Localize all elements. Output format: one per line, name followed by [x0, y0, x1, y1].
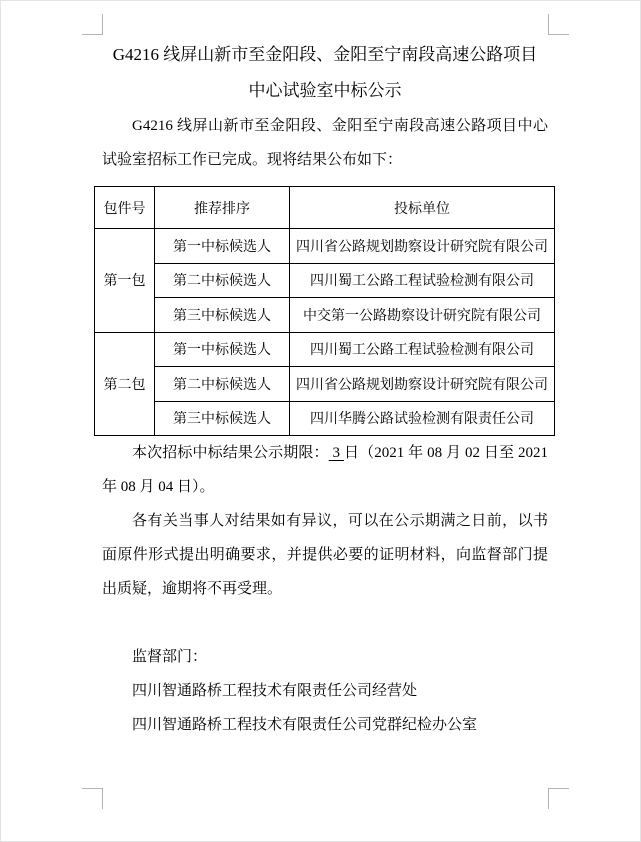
period-suffix: 日（2021 年 08 月 02 日至 2021 年 08 月 04 日）。	[102, 445, 548, 495]
title-line-2: 中心试验室中标公示	[248, 81, 402, 100]
table-row	[95, 332, 555, 367]
column-header-package: 包件号	[95, 187, 155, 229]
supervision-section	[102, 640, 548, 742]
table-row	[95, 367, 555, 402]
company-cell: 中交第一公路勘察设计研究院有限公司	[290, 298, 555, 333]
rank-cell: 第一中标候选人	[155, 332, 290, 367]
company-cell: 四川华腾公路试验检测有限责任公司	[290, 401, 555, 436]
document-content	[102, 34, 548, 742]
publicity-period-paragraph	[102, 436, 548, 504]
margin-mark-top-right	[548, 14, 569, 35]
company-cell: 四川蜀工公路工程试验检测有限公司	[290, 332, 555, 367]
margin-mark-bottom-left	[82, 788, 103, 809]
company-cell: 四川蜀工公路工程试验检测有限公司	[290, 263, 555, 298]
table-row	[95, 263, 555, 298]
table-row	[95, 229, 555, 264]
objection-paragraph: 各有关当事人对结果如有异议，可以在公示期满之日前，以书面原件形式提出明确要求，并提供必要的证明材料，向监督部门提出质疑，逾期将不再受理。	[102, 513, 548, 597]
rank-cell: 第二中标候选人	[155, 367, 290, 402]
period-prefix: 本次招标中标结果公示期限：	[132, 445, 329, 461]
supervision-department: 四川智通路桥工程技术有限责任公司经营处	[132, 683, 418, 699]
table-row	[95, 401, 555, 436]
table-row	[95, 298, 555, 333]
supervision-department: 四川智通路桥工程技术有限责任公司党群纪检办公室	[132, 717, 478, 733]
package-cell: 第一包	[95, 229, 155, 333]
rank-cell: 第二中标候选人	[155, 263, 290, 298]
column-header-rank: 推荐排序	[155, 187, 290, 229]
supervision-label: 监督部门：	[132, 649, 208, 665]
rank-cell: 第一中标候选人	[155, 229, 290, 264]
bid-results-table	[94, 186, 555, 436]
rank-cell: 第三中标候选人	[155, 401, 290, 436]
table-header-row	[95, 187, 555, 229]
margin-mark-bottom-right	[548, 788, 569, 809]
intro-paragraph: G4216 线屏山新市至金阳段、金阳至宁南段高速公路项目中心试验室招标工作已完成。现将结果公布如下：	[102, 118, 548, 168]
package-cell: 第二包	[95, 332, 155, 436]
rank-cell: 第三中标候选人	[155, 298, 290, 333]
document-title	[102, 34, 548, 109]
margin-mark-top-left	[82, 14, 103, 35]
period-days-underlined: 3	[328, 445, 344, 461]
company-cell: 四川省公路规划勘察设计研究院有限公司	[290, 367, 555, 402]
column-header-company: 投标单位	[290, 187, 555, 229]
title-line-1: G4216 线屏山新市至金阳段、金阳至宁南段高速公路项目	[112, 45, 538, 64]
company-cell: 四川省公路规划勘察设计研究院有限公司	[290, 229, 555, 264]
